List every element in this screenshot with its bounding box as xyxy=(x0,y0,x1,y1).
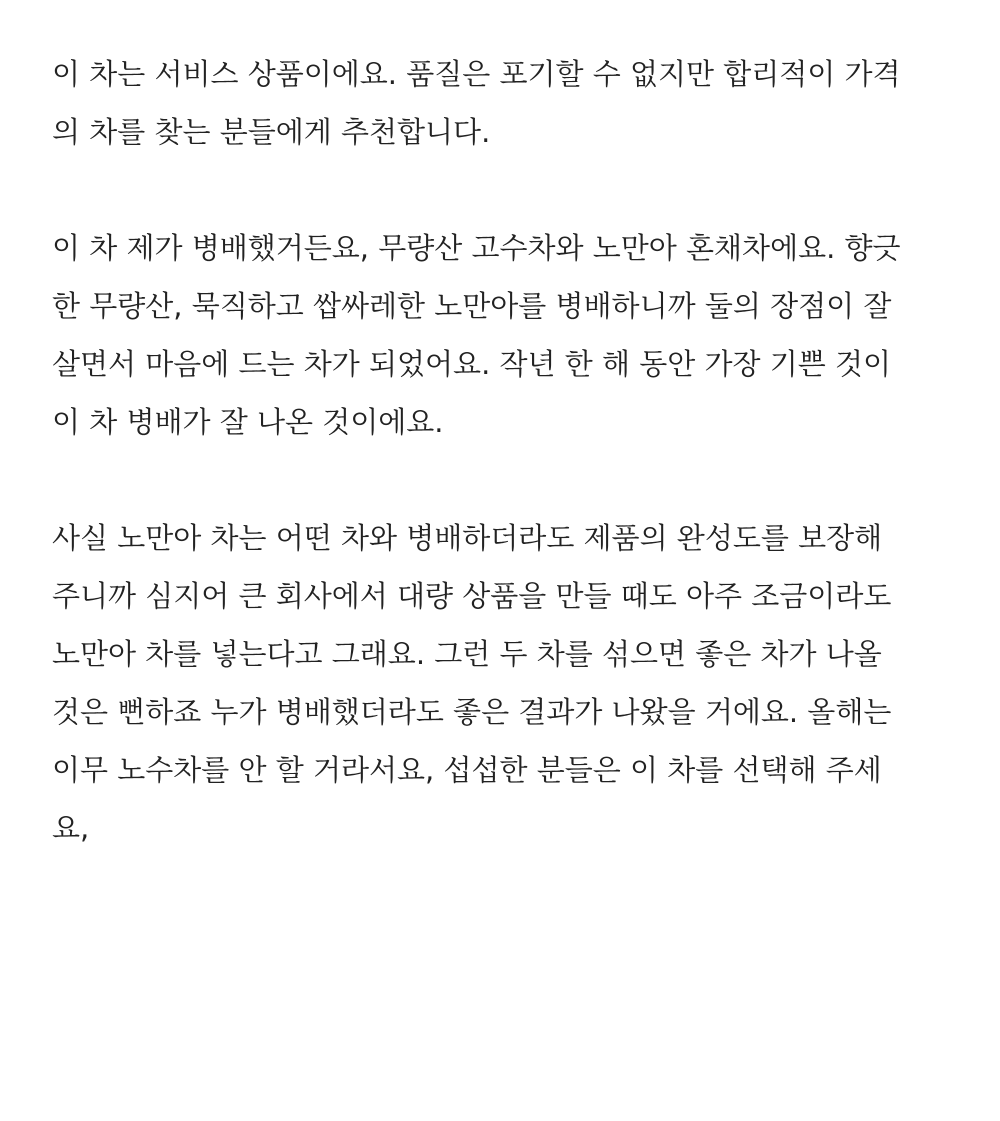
text-line: 의 차를 찾는 분들에게 추천합니다. xyxy=(52,115,491,149)
paragraph-spacer xyxy=(52,161,948,219)
paragraph-spacer xyxy=(52,451,948,509)
text-line: 주니까 심지어 큰 회사에서 대량 상품을 만들 때도 아주 조금이라도 xyxy=(52,579,892,613)
paragraph-2 xyxy=(52,219,948,451)
text-line: 노만아 차를 넣는다고 그래요. 그런 두 차를 섞으면 좋은 차가 나올 xyxy=(52,637,882,671)
text-line: 것은 뻔하죠 누가 병배했더라도 좋은 결과가 나왔을 거에요. 올해는 xyxy=(52,695,892,729)
text-line: 이무 노수차를 안 할 거라서요, 섭섭한 분들은 이 차를 선택해 주세 xyxy=(52,753,882,787)
text-line: 한 무량산, 묵직하고 쌉싸레한 노만아를 병배하니까 둘의 장점이 잘 xyxy=(52,289,892,323)
paragraph-1 xyxy=(52,45,948,161)
text-line: 사실 노만아 차는 어떤 차와 병배하더라도 제품의 완성도를 보장해 xyxy=(52,521,883,555)
paragraph-3 xyxy=(52,509,948,857)
text-line: 요, xyxy=(52,811,90,845)
text-line: 이 차는 서비스 상품이에요. 품질은 포기할 수 없지만 합리적이 가격 xyxy=(52,57,901,91)
text-line: 이 차 병배가 잘 나온 것이에요. xyxy=(52,405,444,439)
text-line: 이 차 제가 병배했거든요, 무량산 고수차와 노만아 혼채차에요. 향긋 xyxy=(52,231,901,265)
text-line: 살면서 마음에 드는 차가 되었어요. 작년 한 해 동안 가장 기쁜 것이 xyxy=(52,347,891,381)
